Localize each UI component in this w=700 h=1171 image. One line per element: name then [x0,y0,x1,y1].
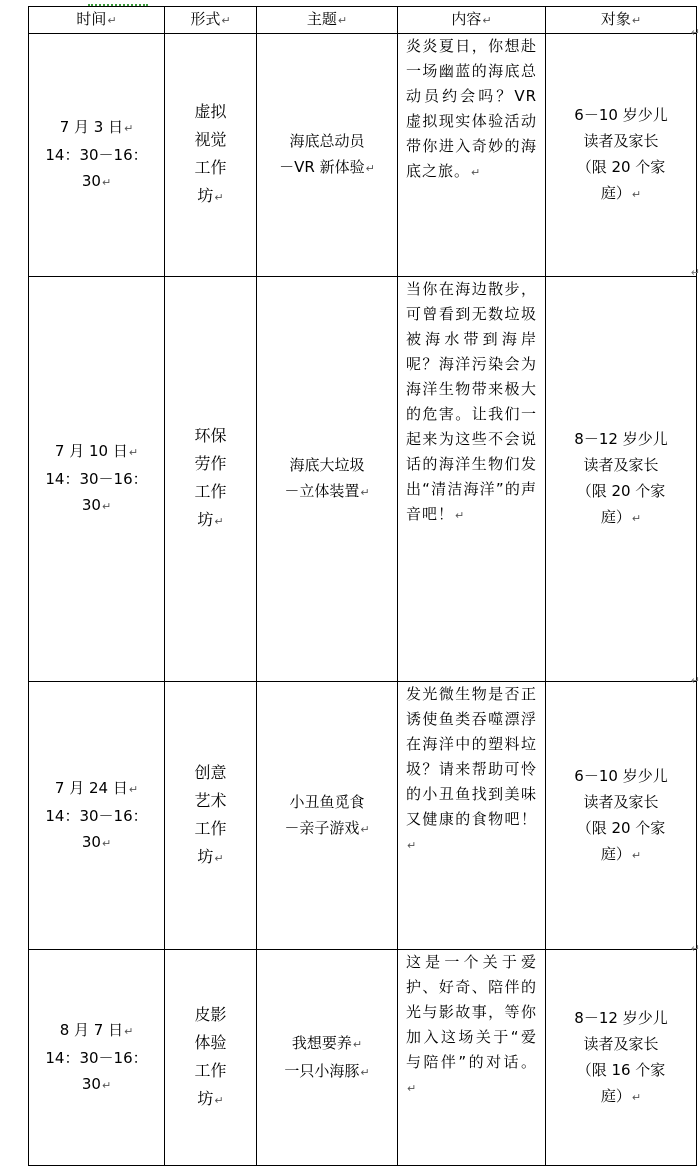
topic-cell: 海底总动员 －VR 新体验↵ [257,34,398,277]
topic-cell: 小丑鱼觅食 －亲子游戏↵ [257,682,398,950]
time-cell: 7 月 3 日↵ 14：30－16：30↵ [29,34,165,277]
header-form: 形式↵ [165,7,257,34]
row-end-mark: ↵ [690,942,700,955]
target-cell: 6－10 岁少儿读者及家长（限 20 个家庭）↵ [546,34,697,277]
topic-cell: 海底大垃圾 －立体装置↵ [257,277,398,682]
form-cell: 虚拟视觉工作坊↵ [165,34,257,277]
row-end-mark: ↵ [690,26,700,39]
header-time: 时间↵ [29,7,165,34]
content-cell: 炎炎夏日，你想赴一场幽蓝的海底总动员约会吗？VR 虚拟现实体验活动带你进入奇妙的海底之旅。↵ [398,34,546,277]
content-cell: 这是一个关于爱护、好奇、陪伴的光与影故事，等你加入这场关于“爱与陪伴”的对话。↵ [398,950,546,1166]
table-header-row [29,7,697,34]
activity-schedule-table [28,6,697,1166]
table-row [29,34,697,277]
time-cell: 7 月 24 日↵ 14：30－16：30↵ [29,682,165,950]
header-topic: 主题↵ [257,7,398,34]
row-end-mark: ↵ [690,674,700,687]
target-cell: 6－10 岁少儿读者及家长（限 20 个家庭）↵ [546,682,697,950]
row-end-mark: ↵ [690,266,700,279]
time-cell: 8 月 7 日↵ 14：30－16：30↵ [29,950,165,1166]
content-cell: 当你在海边散步，可曾看到无数垃圾被海水带到海岸呢？海洋污染会为海洋生物带来极大的危害。让我们一起来为这些不会说话的海洋生物们发出“清洁海洋”的声音吧！↵ [398,277,546,682]
time-cell: 7 月 10 日↵ 14：30－16：30↵ [29,277,165,682]
header-target: 对象↵ [546,7,697,34]
target-cell: 8－12 岁少儿读者及家长（限 16 个家庭）↵ [546,950,697,1166]
target-cell: 8－12 岁少儿读者及家长（限 20 个家庭）↵ [546,277,697,682]
table-row [29,682,697,950]
table-row [29,950,697,1166]
form-cell: 皮影体验工作坊↵ [165,950,257,1166]
form-cell: 环保劳作工作坊↵ [165,277,257,682]
content-cell: 发光微生物是否正诱使鱼类吞噬漂浮在海洋中的塑料垃圾？请来帮助可怜的小丑鱼找到美味又健康的食物吧！↵ [398,682,546,950]
header-content: 内容↵ [398,7,546,34]
form-cell: 创意艺术工作坊↵ [165,682,257,950]
table-row [29,277,697,682]
topic-cell: 我想要养↵ 一只小海豚↵ [257,950,398,1166]
